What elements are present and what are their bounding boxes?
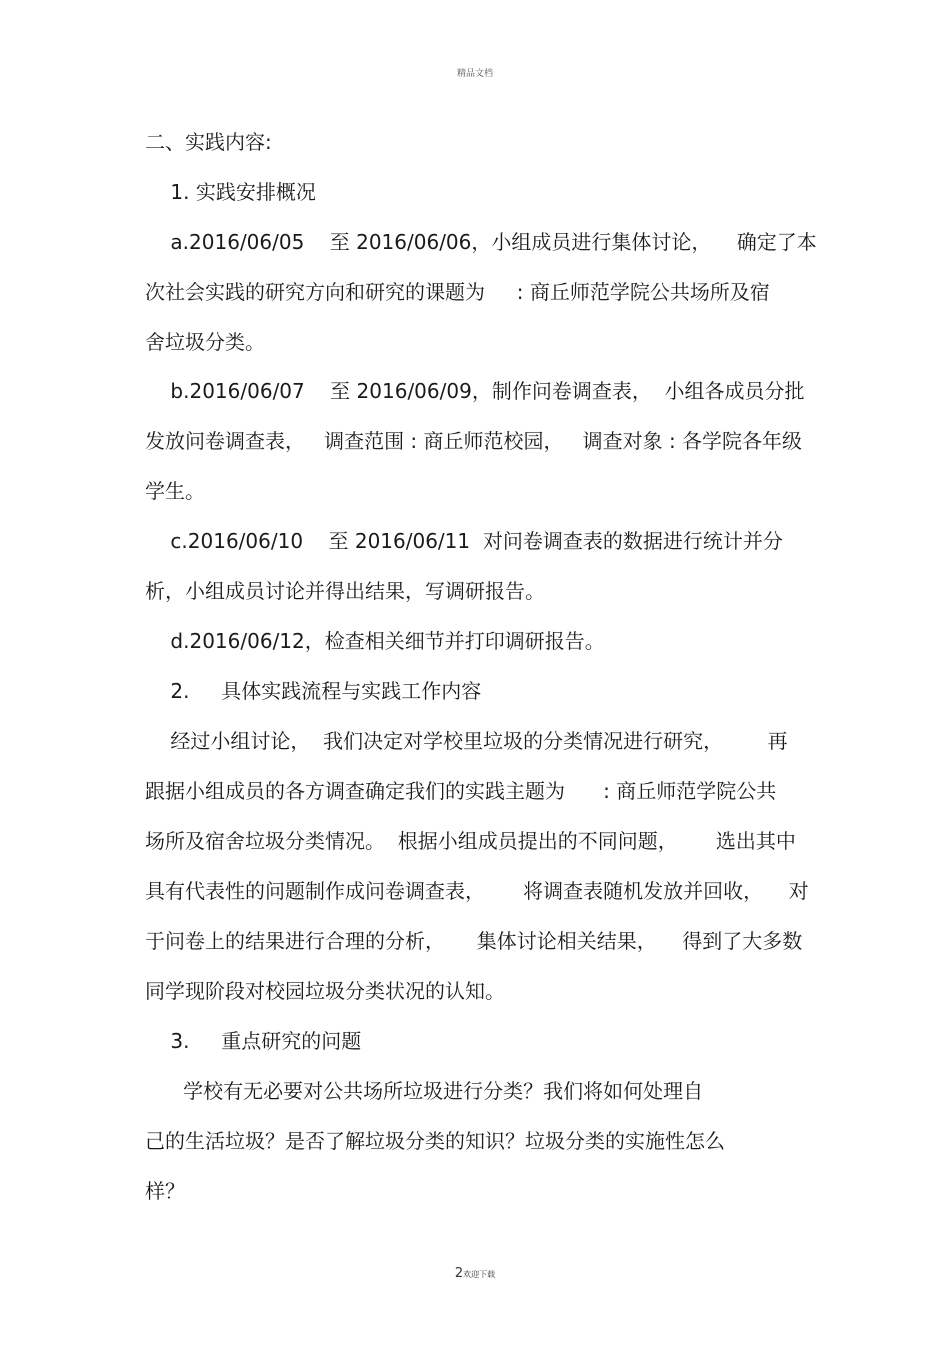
text-line: 学生。: [145, 479, 205, 503]
subheading-2: 2. 具体实践流程与实践工作内容: [145, 679, 482, 703]
text-line: 析，小组成员讨论并得出结果，写调研报告。: [145, 579, 545, 603]
text-line: 己的生活垃圾？是否了解垃圾分类的知识？垃圾分类的实施性怎么: [145, 1129, 725, 1153]
text-line: 经过小组讨论， 我们决定对学校里垃圾的分类情况进行研究， 再: [145, 729, 788, 753]
text-line: a.2016/06/05 至 2016/06/06，小组成员进行集体讨论， 确定了本: [145, 230, 817, 254]
text-line: 具有代表性的问题制作成问卷调查表， 将调查表随机发放并回收， 对: [145, 879, 809, 903]
page-footer: [0, 1262, 950, 1281]
page-number: 2: [454, 1266, 464, 1281]
section-heading: 二、实践内容:: [145, 130, 272, 154]
text-line: 发放问卷调查表， 调查范围 : 商丘师范校园， 调查对象 : 各学院各年级: [145, 429, 803, 453]
subheading-1: 1. 实践安排概况: [145, 180, 316, 204]
text-line: 同学现阶段对校园垃圾分类状况的认知。: [145, 979, 505, 1003]
subheading-3: 3. 重点研究的问题: [145, 1029, 362, 1053]
page-header: 精品文档: [456, 69, 493, 79]
text-line: 舍垃圾分类。: [145, 330, 265, 354]
text-line: 次社会实践的研究方向和研究的课题为 : 商丘师范学院公共场所及宿: [145, 280, 770, 304]
text-line: c.2016/06/10 至 2016/06/11 对问卷调查表的数据进行统计并分: [145, 529, 783, 553]
text-line: 场所及宿舍垃圾分类情况。 根据小组成员提出的不同问题， 选出其中: [145, 829, 796, 853]
text-line: 跟据小组成员的各方调查确定我们的实践主题为 : 商丘师范学院公共: [145, 779, 777, 803]
text-line: 学校有无必要对公共场所垃圾进行分类？我们将如何处理自: [145, 1079, 704, 1103]
footer-text: 欢迎下载: [463, 1270, 496, 1279]
text-line: d.2016/06/12，检查相关细节并打印调研报告。: [145, 629, 605, 653]
text-line: 样？: [145, 1179, 185, 1203]
text-line: b.2016/06/07 至 2016/06/09，制作问卷调查表， 小组各成员分批: [145, 379, 805, 403]
text-line: 于问卷上的结果进行合理的分析， 集体讨论相关结果， 得到了大多数: [145, 929, 803, 953]
